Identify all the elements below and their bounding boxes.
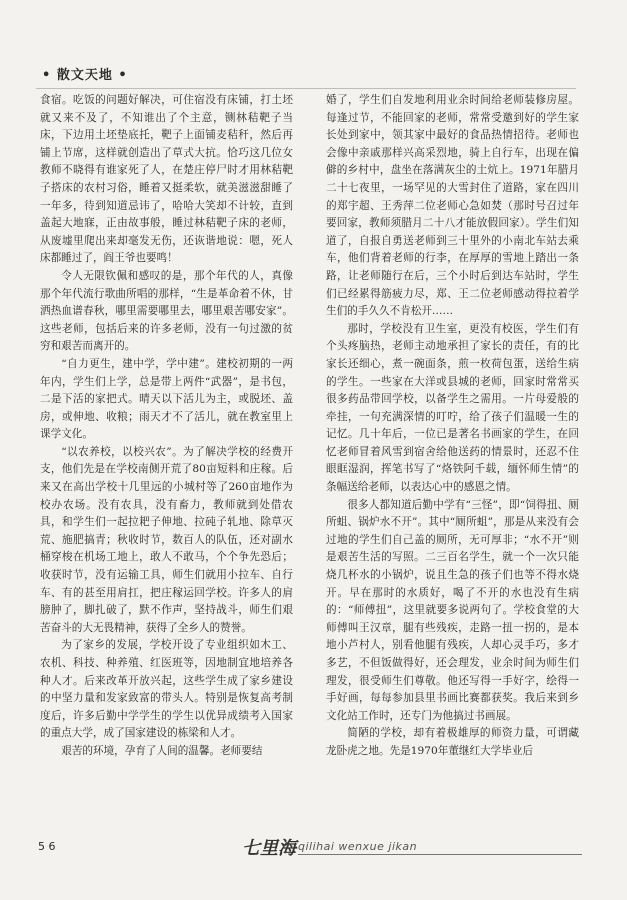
journal-logo-text: 七里海	[242, 838, 296, 859]
left-paragraph-2: 令人无限钦佩和感叹的是，那个年代的人，真像那个年代流行歌曲所唱的那样，“生是革命着不休，甘洒热血谱春秋，哪里需要哪里去，哪里艰苦哪安家”。这些老师，包括后来的许多老师，没有一句过激的贫穷和艰苦而离开的。	[40, 269, 293, 353]
left-paragraph-6: 艰苦的环境，孕育了人间的温馨。老师要结	[61, 744, 263, 757]
right-paragraph-1: 婚了，学生们自发地利用业余时间给老师装修房屋。每逢过节，不能回家的老师，常常受邀到好的学生家长处到家中，领其家中最好的食品热情招待。老师也会像中亲戚那样兴高采烈地，骑上自行车，出现在偏僻的乡村中，盘坐在落满灰尘的土炕上。1971年腊月二十七夜里，一场罕见的大雪封住了道路，家在四川的郑宇超、王秀萍二位老师心急如焚（那时号召过年要回家，教师须腊月二十八才能放假回家）。学生们知道了，自报自勇送老师到三十里外的小南北车站去乘车，他们背着老师的行李，在厚厚的雪地上踏出一条路，让老师随行在后，三个小时后到达车站时，学生们已经累得筋疲力尽，郑、王二位老师感动得拉着学生们的手久久不肯松开……	[326, 94, 579, 318]
right-paragraph-3: 很多人都知道后勤中学有“三怪”，即“饲得扭、厕所蛆、锅炉水不开”。其中“厕所蛆”，那是从来没有会过地的学生们自己盖的厕所，无可厚非；“水不开”则是艰苦生活的写照。二三百名学生，就一个一次只能烧几杯水的小锅炉，说且生急的孩子们也等不得水烧开。早在那时的水质好，喝了不开的水也没有生病的：“师傅扭”，这里就要多说两句了。学校食堂的大师傅叫王汉章，腿有些残疾，走路一扭一拐的，是本地小芦村人，别看他腿有残疾，人却心灵手巧，多才多艺，不但饭做得好，还会理发，业余时间为师生们理发，很受师生们尊敬。他还写得一手好字，绘得一手好画，每每参加县里书画比赛都获奖。我后来到乡文化站工作时，还专门为他搞过书画展。	[326, 498, 579, 722]
left-paragraph-1: 食宿。吃饭的问题好解决，可住宿没有床铺，打土坯就又来不及了，不知谁出了个主意，铡林秸靶子当床，下边用土坯垫底托，靶子上面铺麦秸秆，然后再铺上节席，这样就创造出了草式大抗。恰巧这几位女教师不晓得有谁家死了人，在楚庄停尸时才用林秸靶子搭床的农村习俗，睡着又挺柔软，就美滋滋甜睡了一年多，待到知道忌讳了，哈哈大笑却不计较，直到盖起大地寐，正由故事般，睡过林秸靶子床的老师，从废墟里爬出来却毫发无伤，还诙谐地说：嗯，死人床都睡过了，阎王爷也要鸣！	[40, 94, 293, 265]
left-text-column	[40, 92, 293, 830]
left-paragraph-4: “以农养校，以校兴农”。为了解决学校的经费开支，他们先是在学校南侧开荒了80亩短料和庄稼。后来又在高出学校十几里远的小城村等了260亩地作为校办农场。没有农具，没有畜力，教师就到处借农具，和学生们一起拉耙子伸地、拉砘子轧地、除草灭荒、施肥搞青；秋收时节，数百人的队伍，还对副水桶穿梭在机场工地上，敢人不敢马，个个争先恐后；收获时节，没有运输工具，师生们就用小拉车、自行车、有的甚至用肩扛，把庄稼运回学校。许多人的肩膀肿了，脚扎破了，默不作声，坚持战斗，师生们艰苦奋斗的大无畏精神，获得了全乡人的赞誉。	[40, 445, 293, 634]
right-paragraph-4: 简陋的学校，却有着极雄厚的师资力量，可谓藏龙卧虎之地。先是1970年董继红大学毕业后	[326, 727, 579, 757]
footer-underline	[298, 854, 582, 855]
right-paragraph-2: 那时，学校没有卫生室，更没有校医，学生们有个头疼脑热，老师主动地承担了家长的责任，有的比家长还细心，煮一碗面条，煎一枚荷包蛋，送给生病的学生。一些家在大洋或县城的老师，回家时常常买很多药品带回学校，以备学生之需用。一片母爱般的牵挂，一句充满深情的叮咛，给了孩子们温暖一生的记忆。几十年后，一位已是著名书画家的学生，在回忆老师冒着风雪到宿舍给他送药的情景时，还忍不住眼眶湿润，挥笔书写了“烙铁阿千载，缅怀师生情”的条幅送给老师，以表达心中的感恩之情。	[326, 322, 579, 494]
left-paragraph-5: 为了家乡的发展，学校开设了专业组织如木工、农机、科技、种养殖、红医班等，因地制宜地培养各种人才。后来改革开放兴起，这些学生成了家乡建设的中坚力量和发家致富的带头人。特别是恢复高考制度后，许多后勤中学学生的学生以优异成绩考入国家的重点大学，成了国家建设的栋梁和人才。	[40, 639, 293, 740]
journal-name-pinyin: qilihai wenxue jikan	[298, 840, 418, 853]
page-footer	[36, 832, 584, 859]
right-text-column	[326, 92, 579, 830]
left-paragraph-3: “自力更生，建中学，学中建”。建校初期的一两年内，学生们上学，总是带上两件“武器”，是书包，二是下活的家把式。晴天以下活儿为主，或脱坯、盖房，或伸地、收粮；雨天才不了活儿，就在教室里上课学文化。	[40, 357, 293, 441]
header-divider	[36, 88, 576, 89]
section-title: • 散文天地 •	[42, 68, 128, 83]
page-number: 5 6	[38, 840, 56, 853]
